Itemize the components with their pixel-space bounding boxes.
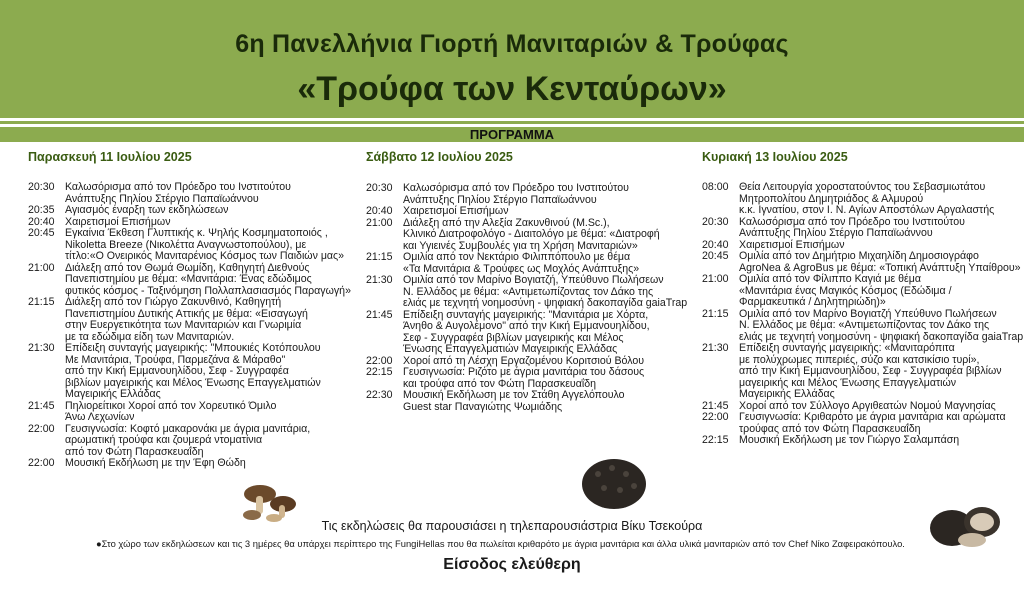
program-event [702, 274, 1002, 309]
event-line: αρωματική τρούφα και ζουμερά ντοματίνια [65, 434, 263, 446]
event-time: 20:45 [28, 227, 55, 239]
event-line: Άνηθο & Αυγολέμονο" από την Κική Εμμανουηλίδου, [403, 320, 650, 332]
program-event [28, 458, 333, 470]
program-event [366, 183, 666, 206]
event-line: Πηλιορείτικοι Χοροί από τον Χορευτικό Όμιλο [65, 399, 277, 412]
event-time: 20:40 [702, 238, 729, 251]
event-line: Χαιρετισμοί Επισήμων [739, 238, 845, 251]
event-description [403, 390, 666, 413]
day-title: Κυριακή 13 Ιουλίου 2025 [702, 150, 848, 164]
event-line: Επίδειξη συνταγής μαγειρικής: «Μανιταρόπιτα [739, 342, 955, 354]
title-banner [0, 0, 1024, 118]
event-line: Με Μανιτάρια, Τρούφα, Παρμεζάνα & Μάραθο" [65, 353, 286, 366]
event-time: 22:00 [28, 457, 55, 469]
event-line: μαγειρικής και Μέλος Ένωσης Επαγγελματιών [739, 376, 957, 389]
program-event [366, 218, 666, 253]
program-event [366, 367, 666, 390]
program-event [702, 250, 1021, 274]
event-line: Χοροί από τη Λέσχη Εργαζομένου Κοριτσιού Βόλου [403, 354, 645, 367]
event-line: Χοροί από τον Σύλλογο Αργιθεατών Νομού Μαγνησίας [739, 399, 996, 412]
event-time: 21:15 [702, 307, 729, 320]
event-description [403, 218, 666, 253]
day-column-sunday [702, 150, 1024, 447]
divider-bar [0, 121, 1024, 124]
event-line: Μουσική Εκδήλωση με τον Στάθη Αγγελόπουλο [403, 389, 625, 401]
event-time: 22:15 [366, 366, 393, 378]
event-line: Ομιλία από τον Φίλιππο Καγιά με θέμα [739, 273, 922, 285]
event-title: 6η Πανελλήνια Γιορτή Μανιταριών & Τρούφας [235, 30, 789, 58]
event-line: Σεφ - Συγγραφέα βιβλίων μαγειρικής και Μέλος [403, 331, 624, 344]
event-description [403, 252, 666, 275]
event-description [65, 297, 333, 343]
event-line: τρούφας από τον Φώτη Παρασκευαΐδη [739, 422, 921, 435]
event-description [65, 182, 333, 205]
event-line: Επίδειξη συνταγής μαγειρικής: "Μπουκιές Κοτόπουλου [65, 342, 321, 354]
event-description [65, 263, 351, 298]
event-line: τίτλο:«Ο Ονειρικός Μανιταρένιος Κόσμος των Παιδιών μας» [65, 250, 345, 262]
event-time: 20:40 [366, 205, 393, 217]
event-line: Μουσική Εκδήλωση με την Έφη Θώδη [65, 457, 246, 469]
event-line: Ομιλία από τον Νεκτάριο Φιλιππόπουλο με θέμα [403, 251, 631, 263]
kiosk-note: ●Στο χώρο των εκδηλώσεων και τις 3 ημέρες θα υπάρχει περίπτερο της FungiHellas που θα πωλείται κριθαρότο με άγρια μανιτάρια και άλλα υλικά μανιταριών από τον Chef Νίκο Ζαφειρακόπουλο. [96, 538, 905, 549]
event-time: 20:40 [28, 215, 55, 228]
event-description [403, 367, 666, 390]
event-description [739, 435, 1002, 447]
event-line: «Τα Μανιτάρια & Τρούφες ως Μοχλός Ανάπτυξης» [403, 262, 640, 275]
event-line: από την Κική Εμμανουηλίδου, Σεφ - Συγγραφέα [65, 365, 289, 377]
event-description [65, 228, 344, 263]
event-description [65, 343, 333, 401]
program-event [702, 435, 1002, 447]
event-description [403, 310, 666, 356]
event-time: 20:30 [702, 215, 729, 228]
event-time: 08:00 [702, 181, 729, 193]
program-event [702, 411, 1006, 435]
event-line: Ανάπτυξης Πηλίου Στέργιο Παπαϊωάννου [739, 227, 933, 239]
event-line: Καλωσόρισμα από τον Πρόεδρο του Ινστιτούτου [65, 181, 291, 193]
event-line: Διάλεξη από τον Θωμά Θωμίδη, Καθηγητή Διεθνούς [65, 261, 310, 274]
event-description [739, 309, 1023, 344]
event-description [739, 217, 1002, 240]
event-line: Διάλεξη από τον Γιώργο Ζακυνθινό, Καθηγητή [65, 296, 282, 308]
program-event [28, 401, 333, 424]
event-line: Μουσική Εκδήλωση με τον Γιώργο Σαλαμπάση [739, 434, 960, 446]
event-time: 22:15 [702, 434, 729, 446]
event-line: και τρούφα από τον Φώτη Παρασκευαΐδη [403, 377, 596, 390]
event-line: από τον Φώτη Παρασκευαΐδη [65, 445, 204, 458]
event-description [739, 274, 1002, 309]
event-line: και Υγιεινές Συμβουλές για τη Χρήση Μανιταριών» [403, 239, 638, 252]
event-time: 21:45 [28, 399, 55, 412]
day-title: Παρασκευή 11 Ιουλίου 2025 [28, 150, 192, 164]
event-time: 21:00 [28, 261, 55, 274]
program-event [702, 217, 1002, 240]
event-time: 21:30 [28, 342, 55, 354]
program-event [28, 205, 333, 217]
program-event [28, 261, 351, 298]
event-line: Γευσιγνωσία: Κοφτό μακαρονάκι με άγρια μανιτάρια, [65, 422, 311, 435]
program-event [28, 424, 333, 459]
program-event [28, 343, 333, 401]
event-description [739, 412, 1006, 435]
event-line: Επίδειξη συνταγής μαγειρικής: "Μανιτάρια με Χόρτα, [403, 308, 649, 321]
event-line: κ.κ. Ιγνατίου, στον Ι. Ν. Αγίων Αποστόλων Αργαλαστής [739, 204, 995, 216]
event-description [739, 251, 1021, 274]
event-line: Μαγειρικής Ελλάδας [65, 388, 161, 400]
event-line: Μητροπολίτου Δημητριάδος & Αλμυρού [739, 192, 924, 205]
event-time: 22:00 [28, 422, 55, 435]
event-line: στην Ευεργετικότητα των Μανιταριών και Γνωριμία [65, 319, 302, 331]
day-column-friday [28, 150, 351, 470]
event-description [65, 205, 333, 217]
program-event [702, 343, 1002, 401]
event-time: 21:30 [702, 342, 729, 354]
event-line: Γευσιγνωσία: Κριθαρότο με άγρια μανιτάρια και αρώματα [739, 411, 1006, 423]
event-time: 22:00 [702, 411, 729, 423]
event-line: από την Κική Εμμανουηλίδου, Σεφ - Συγγραφέα βιβλίων [739, 365, 1002, 377]
event-time: 22:00 [366, 354, 393, 367]
event-line: Ομιλία από τον Μαρίνο Βογιατζή, Υπεύθυνο Πωλήσεων [403, 274, 664, 286]
program-event [366, 206, 666, 218]
event-line: με τα εδώδιμα είδη των Μανιταριών. [65, 330, 235, 343]
presenter-note: Τις εκδηλώσεις θα παρουσιάσει η τηλεπαρουσιάστρια Βίκυ Τσεκούρα [321, 519, 703, 533]
mushroom-image [238, 474, 300, 524]
event-line: φυτικός κόσμος - Ταξινόμηση Πολλαπλασιασμός Παραγωγή» [65, 284, 351, 297]
event-line: ελιάς με τεχνητή νοημοσύνη - ψηφιακή δακοπαγίδα gaiaTrap [403, 297, 688, 309]
program-event [366, 274, 688, 310]
day-column-saturday [366, 150, 688, 413]
event-line: Ανάπτυξης Πηλίου Στέργιο Παπαϊωάννου [403, 193, 597, 206]
truffle-image [578, 452, 650, 512]
event-description [739, 343, 1002, 401]
event-line: Nikoletta Breeze (Νικολέττα Αναγνωστοπούλου), με [65, 238, 307, 251]
event-line: Μαγειρικής Ελλάδας [739, 388, 835, 400]
event-line: Ν. Ελλάδος με θέμα: «Αντιμετωπίζοντας τον Δάκο της [403, 285, 654, 298]
event-time: 21:15 [366, 251, 393, 263]
event-line: Πανεπιστημίου με θέμα: «Μανιτάρια: Ένας εδώδιμος [65, 273, 312, 285]
event-time: 20:45 [702, 250, 729, 262]
event-time: 20:30 [366, 182, 393, 194]
event-line: Καλωσόρισμα από τον Πρόεδρο του Ινστιτούτου [403, 182, 629, 194]
event-description [403, 183, 666, 206]
event-time: 21:45 [366, 308, 393, 321]
event-line: Άνω Λεχωνίων [65, 411, 135, 423]
event-line: «Μανιτάρια ένας Μαγικός Κόσμος (Εδώδιμα / [739, 284, 952, 297]
event-line: Γευσιγνωσία: Ριζότο με άγρια μανιτάρια του δάσους [403, 366, 645, 378]
event-line: Κλινικό Διατροφολόγο - Διαιτολόγο με θέμα: «Διατροφή [403, 228, 660, 240]
event-description [403, 275, 687, 310]
event-description [65, 424, 333, 459]
event-line: Πανεπιστημίου Δυτικής Αττικής με θέμα: «Εισαγωγή [65, 307, 308, 320]
program-event [366, 310, 666, 356]
event-time: 21:30 [366, 274, 393, 286]
event-line: Ομιλία από τον Μαρίνο Βογιατζή Υπεύθυνο Πωλήσεων [739, 307, 997, 320]
event-description [739, 182, 1002, 217]
event-line: Καλωσόρισμα από τον Πρόεδρο του Ινστιτούτου [739, 215, 965, 228]
program-label: ΠΡΟΓΡΑΜΜΑ [0, 127, 1024, 142]
program-event [366, 252, 666, 275]
event-time: 21:15 [28, 296, 55, 308]
program-event [28, 297, 333, 343]
event-line: βιβλίων μαγειρικής και Μέλος Ένωσης Επαγγελματιών [65, 376, 321, 389]
event-time: 20:35 [28, 204, 55, 216]
program-event [28, 182, 333, 205]
event-description [403, 206, 666, 218]
program-event [366, 390, 666, 413]
program-event [28, 227, 345, 263]
event-description [65, 401, 333, 424]
event-description [65, 458, 333, 470]
event-line: Εγκαίνια Έκθεση Γλυπτικής κ. Ψηλής Κοσμηματοποιός , [65, 227, 328, 239]
free-entry-label: Είσοδος ελεύθερη [443, 556, 581, 573]
event-line: Διάλεξη από την Αλεξία Ζακυνθινού (M.Sc.), [403, 216, 610, 229]
event-line: ελιάς με τεχνητή νοημοσύνη - ψηφιακή δακοπαγίδα gaiaTrap [739, 330, 1024, 343]
event-subtitle: «Τρούφα των Κενταύρων» [297, 70, 727, 108]
event-line: Χαιρετισμοί Επισήμων [65, 215, 171, 228]
event-line: Χαιρετισμοί Επισήμων [403, 205, 509, 217]
day-title: Σάββατο 12 Ιουλίου 2025 [366, 150, 513, 164]
event-line: Αγιασμός έναρξη των εκδηλώσεων [65, 204, 229, 216]
event-time: 21:45 [702, 399, 729, 412]
event-line: Ένωσης Επαγγελματιών Μαγειρικής Ελλάδας [403, 343, 618, 355]
event-line: Ν. Ελλάδος με θέμα: «Αντιμετωπίζοντας τον Δάκο της [739, 319, 990, 331]
event-time: 22:30 [366, 389, 393, 401]
event-line: Ανάπτυξης Πηλίου Στέργιο Παπαϊωάννου [65, 192, 259, 205]
program-event [702, 307, 1024, 344]
event-line: Θεία Λειτουργία χοροστατούντος του Σεβασμιωτάτου [739, 181, 986, 193]
event-line: AgroNea & AgroBus με θέμα: «Τοπική Ανάπτυξη Υπαίθρου» [739, 261, 1021, 274]
event-time: 20:30 [28, 181, 55, 193]
event-line: Ομιλία από τον Δημήτριο Μιχαηλίδη Δημοσιογράφο [739, 250, 979, 262]
event-time: 21:00 [702, 273, 729, 285]
program-event [702, 182, 1002, 217]
event-line: Guest star Παναγιώτης Ψωμιάδης [403, 400, 563, 413]
event-line: Φαρμακευτικά / Δηλητηριώδη)» [739, 296, 886, 308]
event-line: με πολύχρωμες πιπεριές, σύζο και κατσικίσιο τυρί», [739, 353, 980, 366]
event-time: 21:00 [366, 216, 393, 229]
